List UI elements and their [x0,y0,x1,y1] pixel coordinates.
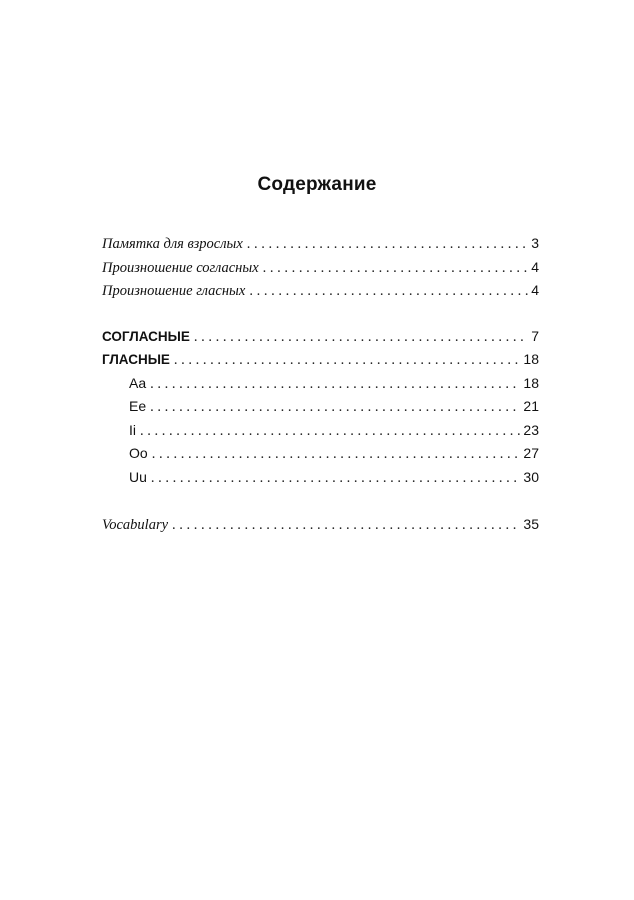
dot-leader [174,349,521,373]
toc-entry-vowel-e[interactable] [102,395,539,419]
dot-leader [140,420,520,444]
toc-page-number: 21 [523,398,539,414]
dot-leader [152,443,521,467]
toc-entry-vowel-i[interactable] [102,419,539,443]
toc-entry-label: Произношение гласных [102,283,246,299]
dot-leader [172,514,520,538]
dot-leader [249,280,528,304]
toc-page-number: 3 [531,235,539,251]
toc-entry-vowel-a[interactable] [102,372,539,396]
toc-entry-label: Uu [129,468,147,485]
toc-entry-label: Aa [129,374,147,391]
toc-entry-vowels-pronunciation[interactable] [102,279,539,303]
dot-leader [263,257,529,281]
toc-page-number: 30 [523,468,539,485]
toc-page-number: 18 [523,374,539,391]
dot-leader [150,373,520,397]
toc-page-number: 4 [531,282,539,298]
dot-leader [150,396,520,420]
section-gap [102,489,539,513]
page-title: Содержание [257,174,377,195]
toc-entry-vocabulary[interactable] [102,513,539,537]
toc-entry-label: Произношение согласных [102,259,259,276]
toc-page-number: 23 [523,421,539,438]
toc-entry-adults-memo[interactable] [102,232,539,256]
toc-entry-consonants-pronunciation[interactable] [102,256,539,280]
toc-page-number: 35 [523,516,539,532]
dot-leader [194,326,528,350]
section-gap [102,303,539,325]
toc-entry-label: ГЛАСНЫЕ [102,352,170,367]
toc-page-number: 4 [531,258,539,275]
toc-entry-vowel-u[interactable] [102,466,539,490]
toc-entry-label: Ee [129,398,147,414]
toc-page-number: 27 [523,445,539,461]
toc-entry-vowels[interactable] [102,348,539,372]
toc-entry-label: Памятка для взрослых [102,236,243,252]
toc-page-number: 7 [531,327,539,344]
toc-entry-consonants[interactable] [102,325,539,349]
toc-page-number: 18 [523,351,539,367]
toc-entry-label: Oo [129,445,148,461]
toc-entry-label: СОГЛАСНЫЕ [102,328,190,344]
toc-entry-label: Vocabulary [102,517,169,533]
toc-entry-vowel-o[interactable] [102,442,539,466]
table-of-contents [102,232,539,537]
dot-leader [151,467,521,491]
toc-entry-label: Ii [129,421,136,438]
dot-leader [247,233,528,257]
